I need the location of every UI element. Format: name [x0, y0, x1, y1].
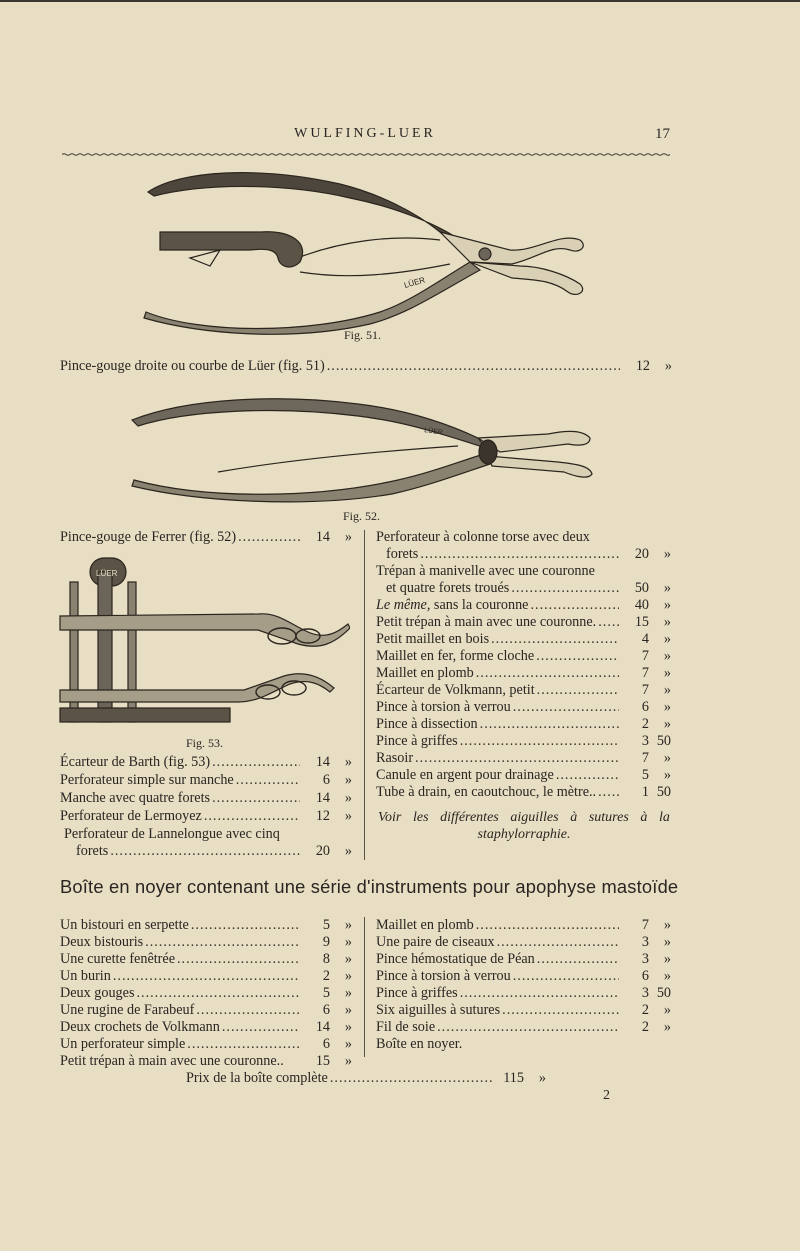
item-price-unit: 50 — [656, 985, 671, 1001]
item-price-unit: » — [663, 614, 671, 630]
leader-dots — [537, 682, 619, 699]
leader-dots — [212, 754, 300, 771]
price-line-petit-trepan — [376, 614, 671, 631]
item-price: 5 — [322, 917, 330, 933]
item-price-unit: » — [664, 358, 672, 374]
item-price: 5 — [641, 767, 649, 783]
item-price-unit: » — [344, 917, 352, 933]
leader-dots — [537, 951, 619, 968]
item-price-unit: » — [344, 968, 352, 984]
box-line-maillet-plomb — [376, 917, 671, 934]
item-label-trepan-manivelle-line1: Trépan à manivelle avec une couronne — [376, 563, 595, 579]
item-label: forets — [386, 546, 419, 562]
box-line-pince-torsion — [376, 968, 671, 985]
item-price: 6 — [641, 699, 649, 715]
page-top-edge — [0, 0, 800, 2]
leader-dots — [491, 631, 619, 648]
leader-dots — [460, 733, 619, 750]
item-price: 2 — [641, 1019, 649, 1035]
box-line-petit-trepan — [60, 1053, 352, 1070]
price-line-lannelongue — [76, 843, 352, 860]
leader-dots — [222, 1019, 300, 1036]
leader-dots — [327, 358, 620, 375]
fig53-engraving: LÜER — [96, 569, 118, 578]
item-label: forets — [76, 843, 109, 859]
price-line-pince-torsion — [376, 699, 671, 716]
fig52-engraving: LÜER — [423, 427, 444, 437]
item-price-unit: » — [344, 772, 352, 788]
item-price-unit: » — [344, 529, 352, 545]
item-price-unit: » — [344, 1019, 352, 1035]
item-label: Petit trépan à main avec une couronne.. — [60, 1053, 284, 1069]
box-line-crochets — [60, 1019, 352, 1036]
item-price-unit: » — [663, 546, 671, 562]
item-price-unit: » — [344, 790, 352, 806]
item-label: Deux gouges — [60, 985, 135, 1001]
box-line-curette — [60, 951, 352, 968]
leader-dots — [330, 1070, 494, 1087]
item-price-unit: » — [344, 1053, 352, 1069]
fig53-illustration — [58, 552, 350, 734]
price-line-perforateur-simple — [60, 772, 352, 789]
leader-dots — [238, 529, 300, 546]
item-price: 12 — [315, 808, 330, 824]
leader-dots — [145, 934, 300, 951]
item-price-unit: » — [663, 750, 671, 766]
item-label: Une rugine de Farabeuf — [60, 1002, 195, 1018]
leader-dots — [236, 772, 300, 789]
leader-dots — [191, 917, 300, 934]
item-label: Pince à griffes — [376, 733, 458, 749]
item-label: Rasoir — [376, 750, 414, 766]
leader-dots — [480, 716, 619, 733]
leader-dots — [136, 985, 300, 1002]
item-label: Pince à torsion à verrou — [376, 968, 511, 984]
item-price: 14 — [315, 529, 330, 545]
item-label: Deux bistouris — [60, 934, 144, 950]
leader-dots — [196, 1002, 300, 1019]
price-line-ferrer — [60, 529, 352, 546]
item-label-colonne-torse-line1: Perforateur à colonne torse avec deux — [376, 529, 590, 545]
item-price-unit: » — [663, 597, 671, 613]
total-price: 115 — [503, 1070, 524, 1086]
leader-dots — [598, 614, 619, 631]
leader-dots — [212, 790, 300, 807]
box-line-perforateur — [60, 1036, 352, 1053]
item-label: Maillet en fer, forme cloche — [376, 648, 535, 664]
item-price: 12 — [635, 358, 650, 374]
leader-dots — [502, 1002, 619, 1019]
item-label: Un burin — [60, 968, 111, 984]
item-price: 2 — [641, 716, 649, 732]
box-line-rugine — [60, 1002, 352, 1019]
price-line-maillet-fer — [376, 648, 671, 665]
item-price-unit: 50 — [656, 733, 671, 749]
item-price: 9 — [322, 934, 330, 950]
box-line-boite-noyer: Boîte en noyer. — [376, 1036, 463, 1052]
box-line-pince-griffes — [376, 985, 671, 1002]
running-header — [60, 126, 670, 148]
note-word: différentes — [440, 810, 499, 825]
item-label-wrap — [376, 597, 528, 614]
total-label: Prix de la boîte complète — [186, 1070, 328, 1086]
item-label: Pince à torsion à verrou — [376, 699, 511, 715]
box-line-ciseaux — [376, 934, 671, 951]
item-price: 6 — [322, 772, 330, 788]
item-price-unit: » — [344, 1002, 352, 1018]
price-line-manche — [60, 790, 352, 807]
item-label: Petit maillet en bois — [376, 631, 490, 647]
item-label: Manche avec quatre forets — [60, 790, 211, 806]
leader-dots — [497, 934, 619, 951]
item-label: Pince à griffes — [376, 985, 458, 1001]
box-line-deux-bistouris — [60, 934, 352, 951]
item-label: sans la couronne — [433, 597, 529, 613]
leader-dots — [187, 1036, 300, 1053]
note-word: à — [570, 810, 578, 825]
price-line-maillet-plomb — [376, 665, 671, 682]
item-price: 1 — [641, 784, 649, 800]
item-price: 14 — [315, 790, 330, 806]
signature-mark: 2 — [603, 1088, 610, 1103]
price-line-pince-griffes — [376, 733, 671, 750]
fig51-illustration — [140, 162, 590, 342]
box-column-divider — [364, 917, 365, 1057]
item-label: Fil de soie — [376, 1019, 436, 1035]
price-line-volkmann-petit — [376, 682, 671, 699]
header-rule — [62, 153, 670, 157]
item-price: 2 — [641, 1002, 649, 1018]
sutures-note-line1 — [378, 809, 670, 826]
item-label: Un bistouri en serpette — [60, 917, 189, 933]
price-line-trepan-manivelle — [386, 580, 671, 597]
item-price-unit: » — [663, 682, 671, 698]
leader-dots — [598, 784, 619, 801]
item-label: Pince hémostatique de Péan — [376, 951, 535, 967]
price-line-canule — [376, 767, 671, 784]
item-price: 6 — [641, 968, 649, 984]
item-price: 6 — [322, 1036, 330, 1052]
item-label: Six aiguilles à sutures — [376, 1002, 501, 1018]
note-word: à — [640, 810, 648, 825]
item-price: 50 — [634, 580, 649, 596]
fig51-engraving: LÜER — [403, 275, 427, 290]
fig52-caption: Fig. 52. — [343, 509, 381, 523]
leader-dots — [530, 597, 619, 614]
item-price: 3 — [641, 934, 649, 950]
box-line-fil-soie — [376, 1019, 671, 1036]
item-price-unit: » — [663, 580, 671, 596]
item-label: Pince-gouge de Ferrer (fig. 52) — [60, 529, 237, 545]
item-price-unit: 50 — [656, 784, 671, 800]
box-line-bistouri-serpette — [60, 917, 352, 934]
price-line-lermoyez — [60, 808, 352, 825]
leader-dots — [460, 985, 619, 1002]
item-price-unit: » — [344, 754, 352, 770]
price-line-pince-dissection — [376, 716, 671, 733]
running-title: WULFING-LUER — [294, 126, 436, 141]
item-price-unit: » — [663, 665, 671, 681]
total-price-unit: » — [538, 1070, 546, 1086]
leader-dots — [204, 808, 300, 825]
item-label: Petit trépan à main avec une couronne. — [376, 614, 597, 630]
item-price: 40 — [634, 597, 649, 613]
item-price-unit: » — [663, 716, 671, 732]
note-word: la — [659, 810, 670, 825]
note-word: Voir — [378, 810, 402, 825]
item-label: Une curette fenêtrée — [60, 951, 175, 967]
leader-dots — [476, 665, 619, 682]
price-line-le-meme — [376, 597, 671, 614]
fig53-caption: Fig. 53. — [186, 736, 224, 750]
item-price: 20 — [315, 843, 330, 859]
box-line-gouges — [60, 985, 352, 1002]
column-divider — [364, 530, 365, 860]
item-price-unit: » — [344, 934, 352, 950]
item-label: Tube à drain, en caoutchouc, le mètre.. — [376, 784, 597, 800]
price-line-colonne-torse — [386, 546, 671, 563]
item-price-unit: » — [344, 985, 352, 1001]
item-price: 7 — [641, 750, 649, 766]
leader-dots — [536, 648, 619, 665]
box-line-burin — [60, 968, 352, 985]
item-price: 7 — [641, 648, 649, 664]
item-price: 6 — [322, 1002, 330, 1018]
item-price: 3 — [641, 733, 649, 749]
leader-dots — [113, 968, 300, 985]
item-price: 3 — [641, 985, 649, 1001]
price-line-barth — [60, 754, 352, 771]
price-line-pince-gouge-luer — [60, 358, 672, 375]
page-number: 17 — [655, 126, 670, 142]
item-price: 14 — [315, 754, 330, 770]
item-price: 2 — [322, 968, 330, 984]
leader-dots — [420, 546, 619, 563]
item-label: et quatre forets troués — [386, 580, 510, 596]
item-price: 14 — [315, 1019, 330, 1035]
item-label: Écarteur de Volkmann, petit — [376, 682, 535, 698]
box-total-line — [186, 1070, 546, 1087]
item-label: Une paire de ciseaux — [376, 934, 495, 950]
item-price: 15 — [634, 614, 649, 630]
note-word: les — [412, 810, 429, 825]
item-price: 3 — [641, 951, 649, 967]
item-label: Pince-gouge droite ou courbe de Lüer (fig. 51) — [60, 358, 325, 374]
item-price: 5 — [322, 985, 330, 1001]
leader-dots — [415, 750, 619, 767]
price-line-maillet-bois — [376, 631, 671, 648]
item-label: Écarteur de Barth (fig. 53) — [60, 754, 211, 770]
leader-dots — [513, 699, 619, 716]
item-price-unit: » — [663, 767, 671, 783]
item-price-unit: » — [663, 1019, 671, 1035]
leader-dots — [177, 951, 300, 968]
item-label: Perforateur simple sur manche — [60, 772, 234, 788]
item-label: Perforateur de Lermoyez — [60, 808, 202, 824]
item-label: Pince à dissection — [376, 716, 478, 732]
item-label: Maillet en plomb — [376, 665, 474, 681]
fig52-illustration — [128, 390, 598, 508]
fig51-caption: Fig. 51. — [344, 328, 382, 342]
item-price: 20 — [634, 546, 649, 562]
item-price-unit: » — [663, 631, 671, 647]
leader-dots — [511, 580, 619, 597]
item-label-lannelongue-line1: Perforateur de Lannelongue avec cinq — [64, 826, 280, 842]
item-price-unit: » — [344, 1036, 352, 1052]
item-price: 7 — [641, 917, 649, 933]
box-line-pince-pean — [376, 951, 671, 968]
price-line-tube-drain — [376, 784, 671, 801]
leader-dots — [556, 767, 619, 784]
item-label: Canule en argent pour drainage — [376, 767, 554, 783]
item-label: Maillet en plomb — [376, 917, 474, 933]
price-line-rasoir — [376, 750, 671, 767]
note-word: aiguilles — [510, 810, 559, 825]
item-price-unit: » — [663, 934, 671, 950]
item-label-italic: Le même, — [376, 597, 431, 613]
leader-dots — [110, 843, 300, 860]
leader-dots — [476, 917, 619, 934]
item-price-unit: » — [663, 648, 671, 664]
item-price-unit: » — [663, 917, 671, 933]
item-price-unit: » — [663, 951, 671, 967]
item-price-unit: » — [344, 843, 352, 859]
item-price-unit: » — [344, 951, 352, 967]
item-label: Un perforateur simple — [60, 1036, 186, 1052]
note-word: sutures — [588, 810, 629, 825]
item-price: 7 — [641, 682, 649, 698]
item-price: 8 — [322, 951, 330, 967]
sutures-note-line2: staphylorraphie. — [477, 827, 571, 842]
item-price-unit: » — [344, 808, 352, 824]
item-price: 4 — [641, 631, 649, 647]
item-label: Deux crochets de Volkmann — [60, 1019, 220, 1035]
item-price-unit: » — [663, 1002, 671, 1018]
item-price-unit: » — [663, 968, 671, 984]
box-line-aiguilles — [376, 1002, 671, 1019]
section-heading: Boîte en noyer contenant une série d'instruments pour apophyse mastoïde — [60, 876, 679, 897]
item-price-unit: » — [663, 699, 671, 715]
item-price: 7 — [641, 665, 649, 681]
leader-dots — [437, 1019, 619, 1036]
leader-dots — [513, 968, 619, 985]
item-price: 15 — [315, 1053, 330, 1069]
